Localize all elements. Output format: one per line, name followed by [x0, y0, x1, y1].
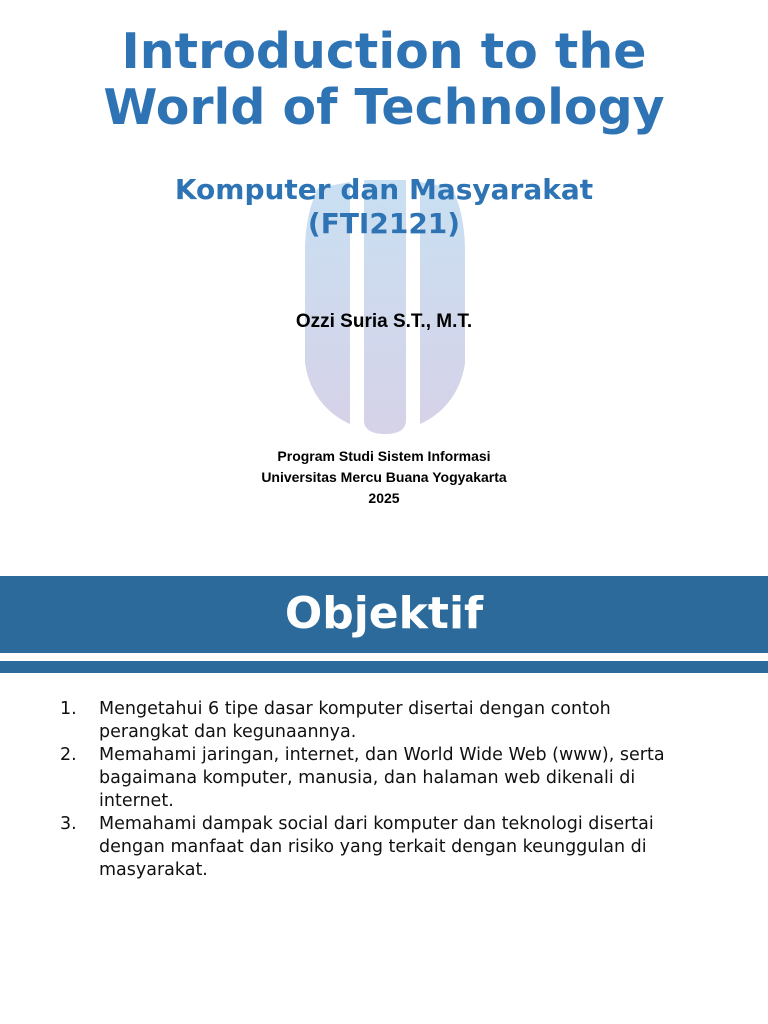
objectives-heading: Objektif [284, 588, 484, 639]
objective-item [60, 744, 690, 813]
objective-number: 2. [60, 745, 77, 765]
institution-block [0, 446, 768, 509]
objective-number: 1. [60, 699, 77, 719]
objective-text: Memahami jaringan, internet, dan World Wide Web (www), serta bagaimana komputer, manusia, dan halaman web dikenali di internet. [99, 745, 665, 811]
objective-text: Memahami dampak social dari komputer dan teknologi disertai dengan manfaat dan risiko yang terkait dengan keunggulan di masyarakat. [99, 814, 654, 880]
course-name: Komputer dan Masyarakat [174, 173, 594, 206]
study-program: Program Studi Sistem Informasi [277, 448, 491, 464]
university-name: Universitas Mercu Buana Yogyakarta [261, 469, 507, 485]
course-subtitle [60, 173, 708, 241]
slide-title: Introduction to the World of Technology [103, 23, 665, 136]
banner-divider [0, 661, 768, 673]
objective-number: 3. [60, 814, 77, 834]
year: 2025 [368, 490, 400, 506]
objective-item [60, 813, 690, 882]
objectives-list [60, 698, 690, 882]
objective-item [60, 698, 690, 744]
course-code: (FTI2121) [307, 207, 461, 240]
author-name: Ozzi Suria S.T., M.T. [295, 311, 473, 332]
objective-text: Mengetahui 6 tipe dasar komputer disertai dengan contoh perangkat dan kegunaannya. [99, 699, 611, 742]
